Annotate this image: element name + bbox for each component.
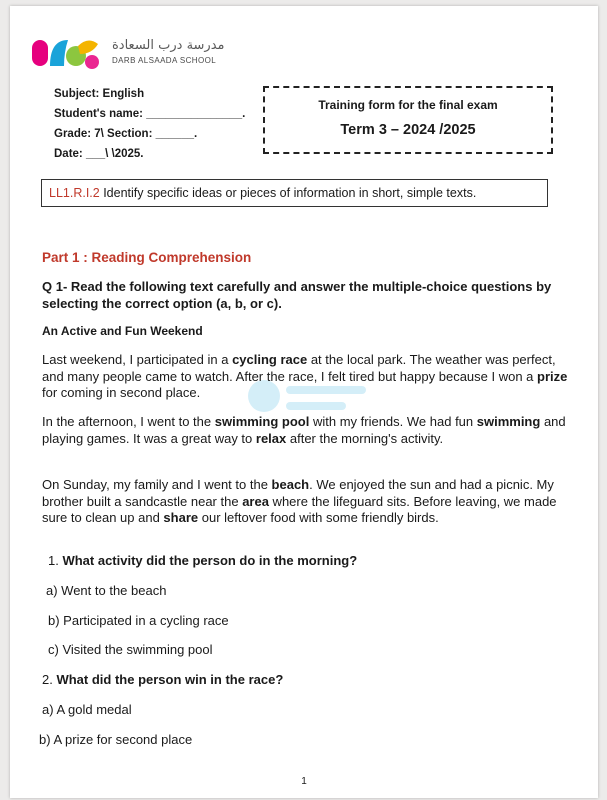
text-run: after the morning's activity.: [286, 430, 444, 446]
question-text: What activity did the person do in the morning?: [62, 553, 358, 568]
story-paragraph-3: [42, 477, 572, 527]
keyword: prize: [537, 368, 568, 384]
question-1: [48, 553, 357, 568]
text-run: at the local park. The weather was perfect, and many people came to watch. After the race, I felt tired but happy because I won a: [42, 352, 556, 384]
student-info: [54, 84, 245, 164]
q1-option-b[interactable]: b) Participated in a cycling race: [48, 613, 229, 628]
keyword: share: [163, 510, 199, 525]
learning-objective: [41, 179, 548, 207]
q2-option-b[interactable]: b) A prize for second place: [39, 732, 193, 747]
question-number: 1.: [48, 553, 63, 568]
grade-line: Grade: 7\ Section: ______.: [54, 128, 198, 140]
exam-title-box: [263, 86, 553, 154]
text-run: with my friends. We had fun: [309, 414, 477, 429]
keyword: cycling race: [232, 352, 308, 367]
q1-option-c[interactable]: c) Visited the swimming pool: [48, 642, 213, 657]
exam-term: Term 3 – 2024 /2025: [340, 122, 476, 138]
subject-line: Subject: English: [54, 88, 145, 100]
question-number: 2.: [42, 672, 57, 687]
question-instructions: Q 1- Read the following text carefully and answer the multiple-choice questions by selecting the correct option (a, b, or c).: [42, 279, 552, 311]
story-paragraph-2: [42, 414, 572, 447]
q1-option-a[interactable]: a) Went to the beach: [46, 583, 167, 598]
question-text: What did the person win in the race?: [56, 672, 284, 687]
keyword: area: [242, 493, 269, 509]
text-run: for coming in second place.: [42, 385, 201, 400]
school-logo-icon: [30, 32, 102, 72]
school-logo: [30, 32, 230, 76]
question-2: [42, 672, 283, 687]
q2-option-a[interactable]: a) A gold medal: [42, 702, 132, 717]
keyword: beach: [271, 477, 310, 492]
text-run: In the afternoon, I went to the: [42, 414, 215, 429]
text-run: our leftover food with some friendly birds.: [198, 510, 439, 525]
exam-page: [10, 6, 598, 798]
page-number: 1: [301, 776, 307, 787]
keyword: swimming pool: [214, 414, 310, 429]
text-run: . We enjoyed the sun and had a picnic. My brother built a sandcastle near the: [42, 477, 554, 509]
keyword: relax: [255, 430, 287, 446]
student-name-line: Student's name: _______________.: [54, 108, 246, 120]
school-name-arabic: مدرسة درب السعادة: [112, 38, 225, 53]
part-title: Part 1 : Reading Comprehension: [42, 250, 252, 265]
text-run: On Sunday, my family and I went to the: [42, 477, 272, 492]
objective-text: Identify specific ideas or pieces of information in short, simple texts.: [99, 186, 477, 200]
text-run: and playing games. It was a great way to: [42, 414, 566, 446]
exam-title: Training form for the final exam: [318, 98, 498, 112]
date-line: Date: ___\ \2025.: [54, 148, 144, 160]
story-title: An Active and Fun Weekend: [42, 324, 203, 338]
text-run: where the lifeguard sits. Before leaving, we made sure to clean up and: [42, 493, 557, 525]
story-paragraph-1: [42, 352, 572, 402]
objective-code: LL1.R.I.2: [49, 186, 100, 200]
text-run: Last weekend, I participated in a: [42, 352, 233, 367]
school-name-english: DARB ALSAADA SCHOOL: [112, 56, 217, 65]
keyword: swimming: [476, 414, 541, 429]
